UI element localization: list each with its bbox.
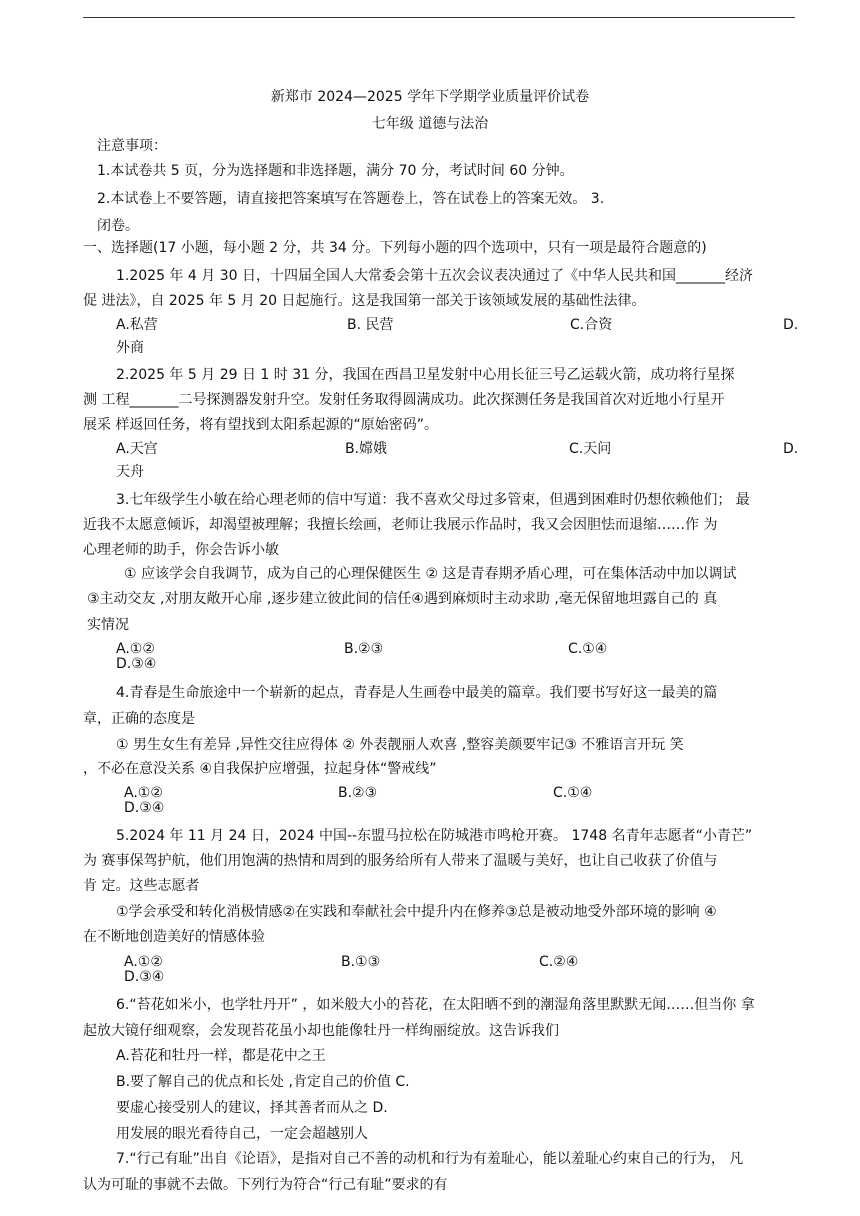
q4-option-d: D.③④ bbox=[124, 800, 165, 816]
q3-option-b: B.②③ bbox=[344, 641, 384, 657]
q1-option-d: D. bbox=[783, 317, 799, 333]
q3-statement-3: 实情况 bbox=[87, 617, 129, 633]
q4-option-b: B.②③ bbox=[338, 785, 378, 801]
q3-option-c: C.①④ bbox=[568, 641, 608, 657]
q5-option-a: A.①② bbox=[124, 954, 163, 970]
q5-line-1: 5.2024 年 11 月 24 日，2024 中国--东盟马拉松在防城港市鸣枪开赛。 1748 名青年志愿者“小青芒” bbox=[116, 828, 753, 844]
q6-text-2: B.要了解自己的优点和长处 ,肯定自己的价值 C. bbox=[116, 1074, 410, 1090]
exam-subtitle: 七年级 道德与法治 bbox=[371, 116, 489, 132]
q2-option-d: D. bbox=[783, 441, 799, 457]
q4-option-c: C.①④ bbox=[553, 785, 593, 801]
q5-option-b: B.①③ bbox=[341, 954, 381, 970]
q5-option-d: D.③④ bbox=[124, 969, 165, 985]
q4-line-1: 4.青春是生命旅途中一个崭新的起点，青春是人生画卷中最美的篇章。我们要书写好这一最美的篇 bbox=[116, 685, 718, 701]
q4-statement-1: ① 男生女生有差异 ,异性交往应得体 ② 外表靓丽人欢喜 ,整容美颜要牢记③ 不雅语言开玩 笑 bbox=[116, 737, 684, 753]
q3-line-3: 心理老师的助手，你会告诉小敏 bbox=[83, 542, 279, 558]
q6-text-3: 要虚心接受别人的建议，择其善者而从之 D. bbox=[116, 1100, 388, 1116]
q5-line-2: 为 赛事保驾护航，他们用饱满的热情和周到的服务给所有人带来了温暖与美好，也让自己收获了价值与 bbox=[83, 853, 718, 869]
notice-item-2: 2.本试卷上不要答题，请直接把答案填写在答题卷上，答在试卷上的答案无效。 3. bbox=[97, 191, 605, 207]
q1-option-a: A.私营 bbox=[116, 317, 158, 333]
q3-option-d: D.③④ bbox=[116, 656, 157, 672]
q6-text-4: 用发展的眼光看待自己，一定会超越别人 bbox=[116, 1126, 368, 1142]
notice-heading: 注意事项： bbox=[97, 138, 167, 154]
exam-title: 新郑市 2024—2025 学年下学期学业质量评价试卷 bbox=[270, 89, 590, 105]
header-rule bbox=[83, 17, 795, 18]
q1-option-d-text: 外商 bbox=[116, 340, 144, 356]
notice-item-1: 1.本试卷共 5 页，分为选择题和非选择题，满分 70 分，考试时间 60 分钟。 bbox=[97, 163, 574, 179]
q3-statement-1: ① 应该学会自我调节，成为自己的心理保健医生 ② 这是青春期矛盾心理，可在集体活动中加以调试 bbox=[124, 566, 737, 582]
q3-statement-2: ③主动交友 ,对朋友敞开心扉 ,逐步建立彼此间的信任④遇到麻烦时主动求助 ,毫无保留地坦露自己的 真 bbox=[87, 591, 718, 607]
q3-option-a: A.①② bbox=[116, 641, 155, 657]
q5-line-3: 肯 定。这些志愿者 bbox=[83, 878, 200, 894]
q1-option-c: C.合资 bbox=[570, 317, 613, 333]
q5-option-c: C.②④ bbox=[539, 954, 579, 970]
q5-statement-1: ①学会承受和转化消极情感②在实践和奉献社会中提升内在修养③总是被动地受外部环境的影响 ④ bbox=[116, 904, 717, 920]
q2-option-a: A.天宫 bbox=[116, 441, 158, 457]
q2-line-3: 展采 样返回任务，将有望找到太阳系起源的“原始密码”。 bbox=[83, 417, 438, 433]
q6-line-2: 起放大镜仔细观察，会发现苔花虽小却也能像牡丹一样绚丽绽放。这告诉我们 bbox=[83, 1023, 559, 1039]
q2-line-2: 测 工程_______二号探测器发射升空。发射任务取得圆满成功。此次探测任务是我国首次对近地小行星开 bbox=[83, 392, 725, 408]
q1-line-2: 促 进法》，自 2025 年 5 月 20 日起施行。这是我国第一部关于该领域发展的基础性法律。 bbox=[83, 293, 646, 309]
q4-option-a: A.①② bbox=[124, 785, 163, 801]
q4-line-2: 章，正确的态度是 bbox=[83, 711, 195, 727]
q6-text-1: A.苔花和牡丹一样，都是花中之王 bbox=[116, 1048, 326, 1064]
q2-line-1: 2.2025 年 5 月 29 日 1 时 31 分，我国在西昌卫星发射中心用长征三号乙运载火箭，成功将行星探 bbox=[116, 367, 735, 383]
q7-line-1: 7.“行己有耻”出自《论语》，是指对自己不善的动机和行为有羞耻心，能以羞耻心约束自己的行为， 凡 bbox=[116, 1151, 744, 1167]
q3-line-1: 3.七年级学生小敏在给心理老师的信中写道：我不喜欢父母过多管束，但遇到困难时仍想依赖他们； 最 bbox=[116, 492, 750, 508]
section-heading: 一、选择题(17 小题，每小题 2 分，共 34 分。下列每小题的四个选项中，只有一项是最符合题意的) bbox=[83, 240, 707, 256]
q2-option-b: B.嫦娥 bbox=[345, 441, 388, 457]
notice-item-3: 闭卷。 bbox=[97, 218, 139, 234]
q2-option-d-text: 天舟 bbox=[116, 464, 144, 480]
q6-line-1: 6.“苔花如米小，也学牡丹开” ，如米般大小的苔花，在太阳晒不到的潮湿角落里默默无闻……但当你 拿 bbox=[116, 997, 755, 1013]
q7-line-2: 认为可耻的事就不去做。下列行为符合“行己有耻”要求的有 bbox=[83, 1177, 448, 1193]
q5-statement-2: 在不断地创造美好的情感体验 bbox=[83, 929, 265, 945]
q2-option-c: C.天问 bbox=[569, 441, 612, 457]
q1-line-1: 1.2025 年 4 月 30 日，十四届全国人大常委会第十五次会议表决通过了《中华人民共和国_______经济 bbox=[116, 268, 753, 284]
q3-line-2: 近我不太愿意倾诉，却渴望被理解；我擅长绘画，老师让我展示作品时，我又会因胆怯而退缩……作 为 bbox=[83, 517, 718, 533]
q4-statement-2: ，不必在意没关系 ④自我保护应增强，拉起身体“警戒线” bbox=[83, 761, 437, 777]
q1-option-b: B. 民营 bbox=[347, 317, 394, 333]
